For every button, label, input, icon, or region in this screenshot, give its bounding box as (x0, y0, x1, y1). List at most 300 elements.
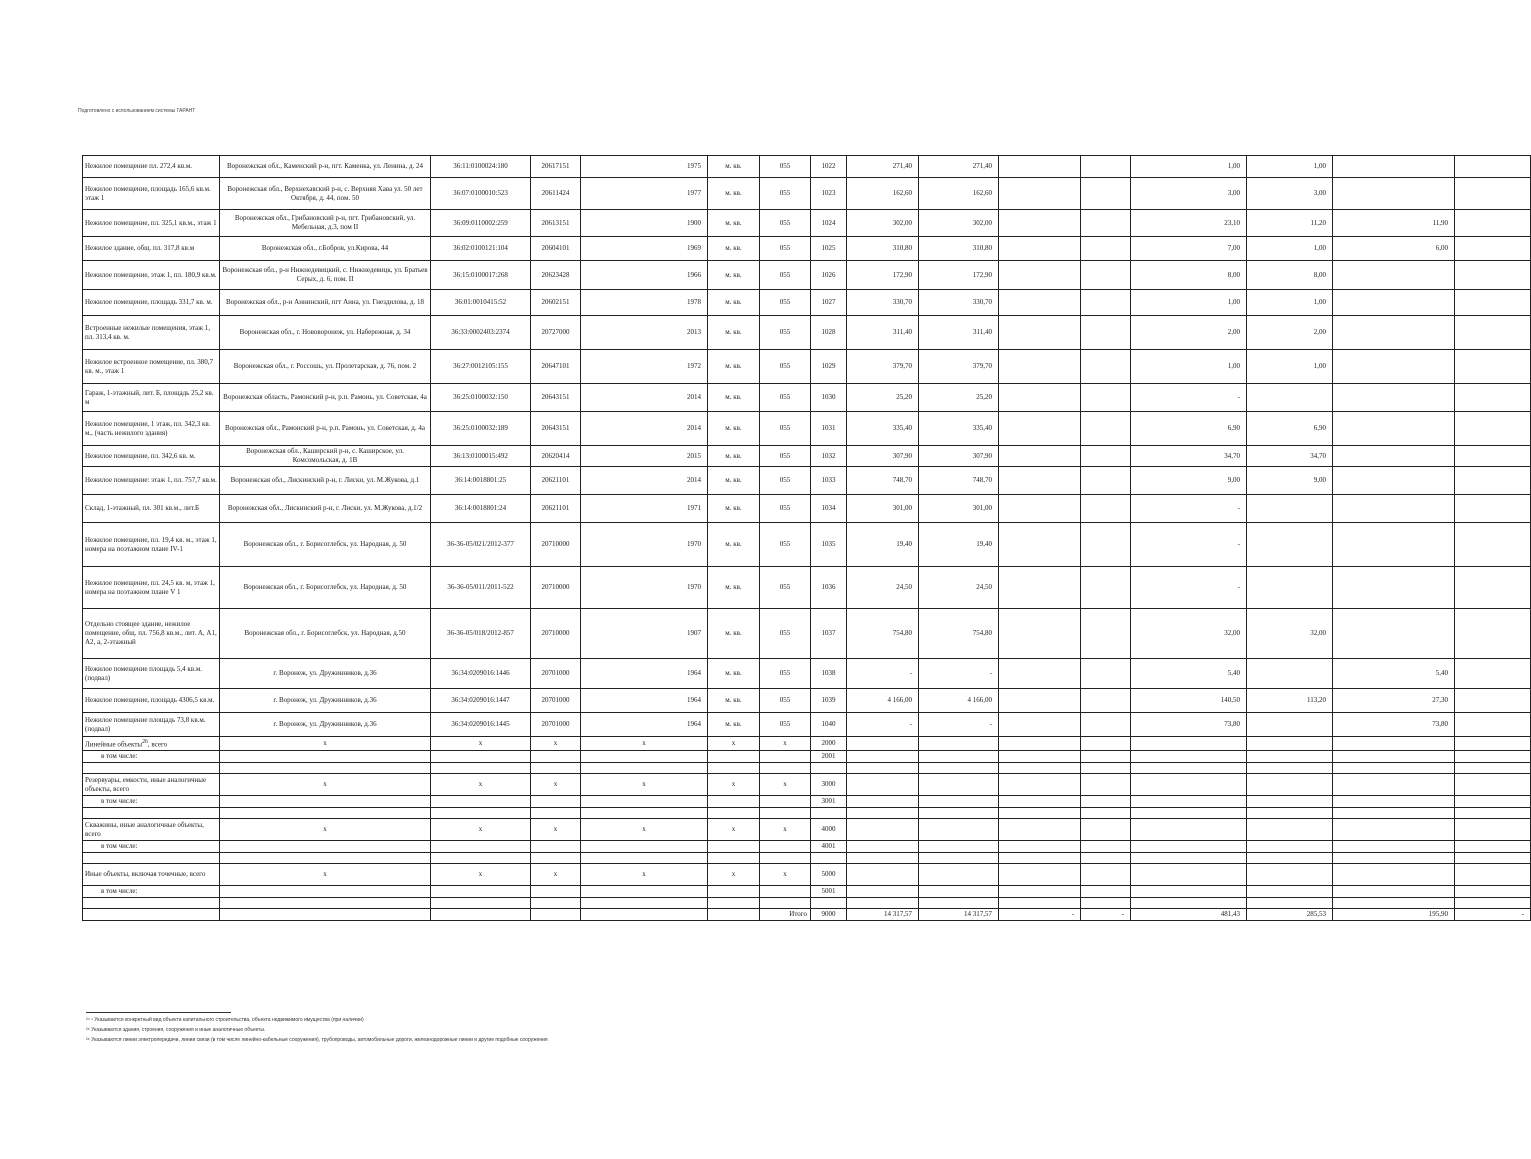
empty-cell (760, 853, 811, 864)
address-cell: Воронежская обл., г. Борисоглебск, ул. Народная, д.50 (220, 609, 431, 659)
object-name-cell: Нежилое помещение, пл. 24,5 кв. м, этаж 1, номера на поэтажном плане V 1 (83, 567, 220, 609)
col-15-cell (1333, 609, 1455, 659)
empty-cell (1081, 853, 1131, 864)
total-col-16-cell: - (1455, 909, 1531, 921)
area-own-cell: 172,90 (919, 261, 999, 290)
empty-cell (1247, 819, 1333, 841)
empty-cell (1333, 737, 1455, 751)
empty-cell (1455, 796, 1531, 808)
col-16-cell (1455, 178, 1531, 210)
not-applicable-cell: x (581, 737, 708, 751)
oktmo-cell: 20620414 (531, 446, 581, 467)
year-cell: 1964 (581, 713, 708, 737)
empty-cell (919, 763, 999, 774)
line-code-cell: 1024 (811, 210, 847, 237)
unit-code-cell: 055 (760, 261, 811, 290)
empty-cell (1247, 886, 1333, 898)
area-total-cell: 162,60 (847, 178, 919, 210)
year-cell: 1964 (581, 659, 708, 689)
col-13-cell: 2,00 (1131, 316, 1247, 350)
group-name: Линейные объекты (85, 740, 143, 749)
sub-label-cell: в том числе: (83, 886, 220, 898)
col-11-cell (999, 290, 1081, 316)
empty-cell (1455, 864, 1531, 886)
empty-cell (83, 909, 220, 921)
unit-code-cell: 055 (760, 467, 811, 495)
empty-cell (1081, 864, 1131, 886)
col-14-cell: 32,00 (1247, 609, 1333, 659)
not-applicable-cell: x (760, 864, 811, 886)
col-13-cell: 6,90 (1131, 412, 1247, 446)
oktmo-cell: 20647101 (531, 350, 581, 384)
not-applicable-cell: x (431, 737, 531, 751)
col-11-cell (999, 567, 1081, 609)
unit-cell: м. кв. (708, 210, 760, 237)
col-13-cell: - (1131, 495, 1247, 523)
col-15-cell (1333, 316, 1455, 350)
footnotes (86, 1012, 786, 1045)
line-code-cell: 1022 (811, 156, 847, 178)
oktmo-cell: 20701000 (531, 713, 581, 737)
empty-cell (1247, 763, 1333, 774)
not-applicable-cell: x (220, 819, 431, 841)
col-12-cell (1081, 689, 1131, 713)
empty-cell (999, 763, 1081, 774)
empty-cell (1455, 808, 1531, 819)
empty-cell (760, 763, 811, 774)
empty-cell (811, 898, 847, 909)
empty-cell (811, 763, 847, 774)
sub-label-cell: в том числе: (83, 796, 220, 808)
empty-cell (919, 898, 999, 909)
line-code-cell: 1037 (811, 609, 847, 659)
empty-cell (1131, 737, 1247, 751)
area-total-cell: 271,40 (847, 156, 919, 178)
object-name-cell: Склад, 1-этажный, пл. 301 кв.м., лит.Б (83, 495, 220, 523)
empty-cell (999, 898, 1081, 909)
empty-cell (531, 796, 581, 808)
year-cell: 2015 (581, 446, 708, 467)
empty-cell (1455, 774, 1531, 796)
not-applicable-cell: x (708, 864, 760, 886)
unit-cell: м. кв. (708, 412, 760, 446)
oktmo-cell: 20701000 (531, 689, 581, 713)
object-name-cell: Нежилое помещение, этаж 1, пл. 180,9 кв.м. (83, 261, 220, 290)
line-code-cell: 1033 (811, 467, 847, 495)
empty-cell (1081, 841, 1131, 853)
col-11-cell (999, 713, 1081, 737)
empty-cell (919, 819, 999, 841)
empty-cell (1455, 853, 1531, 864)
col-15-cell (1333, 178, 1455, 210)
unit-cell: м. кв. (708, 290, 760, 316)
empty-cell (220, 751, 431, 763)
empty-cell (1081, 774, 1131, 796)
address-cell: г. Воронеж, ул. Дружинников, д.36 (220, 713, 431, 737)
col-15-cell (1333, 467, 1455, 495)
group-name-cell (83, 819, 220, 841)
empty-cell (531, 763, 581, 774)
empty-cell (1333, 808, 1455, 819)
empty-cell (1333, 886, 1455, 898)
cadastral-number-cell: 36:11:0100024:180 (431, 156, 531, 178)
object-name-cell: Нежилое помещение пл. 272,4 кв.м. (83, 156, 220, 178)
cadastral-number-cell: 36:25:0100032:150 (431, 384, 531, 412)
empty-cell (999, 819, 1081, 841)
table-row (83, 210, 1531, 237)
table-row (83, 446, 1531, 467)
empty-cell (1333, 864, 1455, 886)
empty-cell (1081, 886, 1131, 898)
line-code-cell: 1036 (811, 567, 847, 609)
area-total-cell: 302,00 (847, 210, 919, 237)
col-14-cell: 8,00 (1247, 261, 1333, 290)
address-cell: Воронежская обл., Грибановский р-н, пгт. Грибановский, ул. Мебельная, д.3, пом II (220, 210, 431, 237)
col-15-cell (1333, 412, 1455, 446)
col-14-cell: 6,90 (1247, 412, 1333, 446)
property-table (82, 155, 1531, 921)
empty-cell (760, 808, 811, 819)
area-own-cell: - (919, 659, 999, 689)
cadastral-number-cell: 36:34:0209016:1446 (431, 659, 531, 689)
line-code-cell: 1039 (811, 689, 847, 713)
col-12-cell (1081, 210, 1131, 237)
table-row (83, 713, 1531, 737)
col-11-cell (999, 609, 1081, 659)
area-own-cell: 25,20 (919, 384, 999, 412)
object-name-cell: Нежилое помещение: этаж 1, пл. 757,7 кв.м. (83, 467, 220, 495)
empty-cell (1247, 864, 1333, 886)
table-row (83, 384, 1531, 412)
empty-cell (1131, 819, 1247, 841)
empty-cell (760, 796, 811, 808)
oktmo-cell: 20710000 (531, 523, 581, 567)
line-code-cell: 1023 (811, 178, 847, 210)
oktmo-cell: 20701000 (531, 659, 581, 689)
cadastral-number-cell: 36:34:0209016:1445 (431, 713, 531, 737)
cadastral-number-cell: 36:15:0100017:268 (431, 261, 531, 290)
empty-cell (1081, 819, 1131, 841)
empty-cell (220, 853, 431, 864)
empty-cell (760, 898, 811, 909)
empty-cell (1131, 808, 1247, 819)
year-cell: 1969 (581, 237, 708, 261)
not-applicable-cell: x (220, 864, 431, 886)
empty-cell (1131, 774, 1247, 796)
col-16-cell (1455, 384, 1531, 412)
empty-cell (919, 737, 999, 751)
area-own-cell: 307,90 (919, 446, 999, 467)
line-code-cell: 5001 (811, 886, 847, 898)
empty-cell (999, 796, 1081, 808)
object-name-cell: Гараж, 1-этажный, лит. Б, площадь 25,2 кв. м (83, 384, 220, 412)
footnote-3: ²⁶ Указываются линии электропередачи, линии связи (в том числе линейно-кабельные сооружения), трубопроводы, автомобильные дороги, железнодорожные линии и другие подобные сооружения (86, 1037, 548, 1043)
empty-cell (1131, 763, 1247, 774)
not-applicable-cell: x (531, 737, 581, 751)
table-row (83, 567, 1531, 609)
empty-cell (220, 886, 431, 898)
col-14-cell: 11,20 (1247, 210, 1333, 237)
empty-cell (1455, 886, 1531, 898)
col-13-cell: - (1131, 567, 1247, 609)
object-name-cell: Нежилое помещение площадь 73,8 кв.м.(подвал) (83, 713, 220, 737)
line-code-cell: 1027 (811, 290, 847, 316)
cadastral-number-cell: 36:27:0012105:155 (431, 350, 531, 384)
oktmo-cell: 20602151 (531, 290, 581, 316)
object-name-cell: Нежилое встроенное помещение, пл. 380,7 кв. м., этаж 1 (83, 350, 220, 384)
empty-cell (919, 808, 999, 819)
col-15-cell (1333, 384, 1455, 412)
not-applicable-cell: x (431, 819, 531, 841)
year-cell: 1975 (581, 156, 708, 178)
empty-cell (531, 853, 581, 864)
not-applicable-cell: x (581, 774, 708, 796)
col-14-cell: 1,00 (1247, 237, 1333, 261)
col-11-cell (999, 316, 1081, 350)
empty-cell (581, 796, 708, 808)
address-cell: Воронежская обл., Верхнехавский р-н, с. Верхняя Хава ул. 50 лет Октября, д. 44, пом. 50 (220, 178, 431, 210)
address-cell: Воронежская обл., г. Россошь, ул. Пролетарская, д. 76, пом. 2 (220, 350, 431, 384)
empty-cell (919, 796, 999, 808)
unit-code-cell: 055 (760, 659, 811, 689)
unit-cell: м. кв. (708, 261, 760, 290)
area-total-cell: 19,40 (847, 523, 919, 567)
cadastral-number-cell: 36:25:0100032:189 (431, 412, 531, 446)
table-row (83, 178, 1531, 210)
year-cell: 1978 (581, 290, 708, 316)
not-applicable-cell: x (220, 737, 431, 751)
empty-cell (847, 853, 919, 864)
line-code-cell: 1034 (811, 495, 847, 523)
col-14-cell (1247, 523, 1333, 567)
col-14-cell: 3,00 (1247, 178, 1333, 210)
empty-cell (531, 898, 581, 909)
col-11-cell (999, 178, 1081, 210)
col-14-cell: 2,00 (1247, 316, 1333, 350)
col-12-cell (1081, 261, 1131, 290)
line-code-cell: 1028 (811, 316, 847, 350)
area-own-cell: 271,40 (919, 156, 999, 178)
object-name-cell: Нежилое помещение, пл. 325,1 кв.м., этаж 1 (83, 210, 220, 237)
empty-cell (531, 909, 581, 921)
area-total-cell: 335,40 (847, 412, 919, 446)
footnote-1: ²⁴ ¹ Указывается конкретный вид объекта капитального строительства, объекта недвижимого имущества (при наличии) (86, 1017, 364, 1023)
unit-cell: м. кв. (708, 384, 760, 412)
col-15-cell (1333, 350, 1455, 384)
unit-code-cell: 055 (760, 495, 811, 523)
area-own-cell: 379,70 (919, 350, 999, 384)
year-cell: 1972 (581, 350, 708, 384)
empty-cell (1333, 774, 1455, 796)
line-code-cell: 1026 (811, 261, 847, 290)
object-name-cell: Нежилое помещение, пл. 19,4 кв. м., этаж 1, номера на поэтажном плане IV-1 (83, 523, 220, 567)
oktmo-cell: 20604101 (531, 237, 581, 261)
empty-cell (999, 886, 1081, 898)
table-row (83, 316, 1531, 350)
cadastral-number-cell: 36-36-05/011/2011-522 (431, 567, 531, 609)
unit-cell: м. кв. (708, 316, 760, 350)
col-12-cell (1081, 350, 1131, 384)
col-12-cell (1081, 713, 1131, 737)
col-11-cell (999, 350, 1081, 384)
table-row (83, 495, 1531, 523)
object-name-cell: Встроенные нежилые помещения, этаж 1, пл. 313,4 кв. м. (83, 316, 220, 350)
year-cell: 2014 (581, 384, 708, 412)
empty-cell (1247, 796, 1333, 808)
line-code-cell: 2000 (811, 737, 847, 751)
empty-cell (847, 808, 919, 819)
empty-cell (708, 898, 760, 909)
line-code-cell: 2001 (811, 751, 847, 763)
area-own-cell: 330,70 (919, 290, 999, 316)
empty-cell (811, 808, 847, 819)
col-12-cell (1081, 156, 1131, 178)
col-11-cell (999, 237, 1081, 261)
unit-code-cell: 055 (760, 384, 811, 412)
unit-cell: м. кв. (708, 156, 760, 178)
empty-cell (1247, 737, 1333, 751)
line-code-cell: 1032 (811, 446, 847, 467)
total-col-14-cell: 285,53 (1247, 909, 1333, 921)
object-name-cell: Отдельно стоящее здание, нежилое помещение, общ. пл. 756,8 кв.м., лит. А, А1, А2, а, 2-этажный (83, 609, 220, 659)
object-name-cell: Нежилое помещение, площадь 165,6 кв.м. этаж 1 (83, 178, 220, 210)
table-row (83, 156, 1531, 178)
empty-cell (999, 808, 1081, 819)
cadastral-number-cell: 36:07:0100010:523 (431, 178, 531, 210)
empty-cell (581, 853, 708, 864)
table-row (83, 609, 1531, 659)
address-cell: Воронежская обл., Лискинский р-н, г. Лиски, ул. М.Жукова, д.1 (220, 467, 431, 495)
col-16-cell (1455, 659, 1531, 689)
empty-cell (1081, 796, 1131, 808)
group-row (83, 737, 1531, 751)
col-12-cell (1081, 495, 1131, 523)
empty-cell (1247, 774, 1333, 796)
blank-row (83, 853, 1531, 864)
col-14-cell (1247, 567, 1333, 609)
empty-cell (1247, 751, 1333, 763)
col-11-cell (999, 659, 1081, 689)
empty-cell (220, 808, 431, 819)
col-13-cell: 1,00 (1131, 350, 1247, 384)
empty-cell (431, 808, 531, 819)
empty-cell (919, 886, 999, 898)
area-total-cell: 311,40 (847, 316, 919, 350)
empty-cell (220, 909, 431, 921)
footnote-rule (86, 1012, 231, 1013)
line-code-cell: 5000 (811, 864, 847, 886)
col-12-cell (1081, 659, 1131, 689)
col-11-cell (999, 467, 1081, 495)
unit-cell: м. кв. (708, 689, 760, 713)
empty-cell (1247, 898, 1333, 909)
year-cell: 1971 (581, 495, 708, 523)
col-12-cell (1081, 316, 1131, 350)
empty-cell (999, 853, 1081, 864)
total-col-13-cell: 481,43 (1131, 909, 1247, 921)
col-14-cell: 1,00 (1247, 156, 1333, 178)
object-name-cell: Нежилое здание, общ. пл. 317,8 кв.м (83, 237, 220, 261)
group-row (83, 819, 1531, 841)
empty-cell (431, 751, 531, 763)
area-own-cell: 4 166,00 (919, 689, 999, 713)
oktmo-cell: 20623428 (531, 261, 581, 290)
year-cell: 1907 (581, 609, 708, 659)
empty-cell (847, 841, 919, 853)
col-13-cell: 73,80 (1131, 713, 1247, 737)
address-cell: Воронежская обл., р-н Аннинский, пгт Анна, ул. Гнездилова, д. 18 (220, 290, 431, 316)
col-14-cell: 1,00 (1247, 290, 1333, 316)
not-applicable-cell: x (708, 774, 760, 796)
empty-cell (431, 853, 531, 864)
empty-cell (1247, 853, 1333, 864)
col-16-cell (1455, 689, 1531, 713)
col-12-cell (1081, 237, 1131, 261)
empty-cell (581, 808, 708, 819)
col-14-cell: 113,20 (1247, 689, 1333, 713)
empty-cell (847, 898, 919, 909)
col-14-cell: 1,00 (1247, 350, 1333, 384)
oktmo-cell: 20710000 (531, 567, 581, 609)
area-total-cell: 307,90 (847, 446, 919, 467)
col-13-cell: - (1131, 384, 1247, 412)
cadastral-number-cell: 36:13:0100015:492 (431, 446, 531, 467)
total-label-cell: Итого (760, 909, 811, 921)
table-row (83, 350, 1531, 384)
empty-cell (1455, 898, 1531, 909)
col-11-cell (999, 412, 1081, 446)
empty-cell (581, 751, 708, 763)
col-15-cell (1333, 261, 1455, 290)
property-table-container (82, 155, 1524, 921)
not-applicable-cell: x (581, 864, 708, 886)
address-cell: Воронежская обл., г. Борисоглебск, ул. Народная, д. 50 (220, 567, 431, 609)
table-row (83, 523, 1531, 567)
address-cell: Воронежская область, Рамонский р-н, р.п. Рамонь, ул. Советская, 4а (220, 384, 431, 412)
blank-row (83, 898, 1531, 909)
object-name-cell: Нежилое помещение, площадь 4306,5 кв.м. (83, 689, 220, 713)
table-body (83, 156, 1531, 921)
oktmo-cell: 20727000 (531, 316, 581, 350)
area-total-cell: 754,80 (847, 609, 919, 659)
col-11-cell (999, 523, 1081, 567)
empty-cell (919, 853, 999, 864)
col-13-cell: 34,70 (1131, 446, 1247, 467)
line-code-cell: 1031 (811, 412, 847, 446)
unit-code-cell: 055 (760, 446, 811, 467)
col-11-cell (999, 261, 1081, 290)
col-15-cell (1333, 523, 1455, 567)
unit-cell: м. кв. (708, 713, 760, 737)
group-name-suffix: , всего (147, 740, 168, 749)
unit-code-cell: 055 (760, 237, 811, 261)
area-own-cell: 19,40 (919, 523, 999, 567)
object-name-cell: Нежилое помещение, 1 этаж, пл. 342,3 кв. м., (часть нежилого здания) (83, 412, 220, 446)
empty-cell (531, 841, 581, 853)
oktmo-cell: 20710000 (531, 609, 581, 659)
total-col-12-cell: - (1081, 909, 1131, 921)
address-cell: г. Воронеж, ул. Дружинников, д.36 (220, 659, 431, 689)
col-15-cell (1333, 446, 1455, 467)
oktmo-cell: 20617151 (531, 156, 581, 178)
empty-cell (1081, 763, 1131, 774)
empty-cell (999, 864, 1081, 886)
cadastral-number-cell: 36-36-05/018/2012-857 (431, 609, 531, 659)
col-13-cell: 5,40 (1131, 659, 1247, 689)
blank-row (83, 808, 1531, 819)
empty-cell (581, 909, 708, 921)
col-12-cell (1081, 384, 1131, 412)
